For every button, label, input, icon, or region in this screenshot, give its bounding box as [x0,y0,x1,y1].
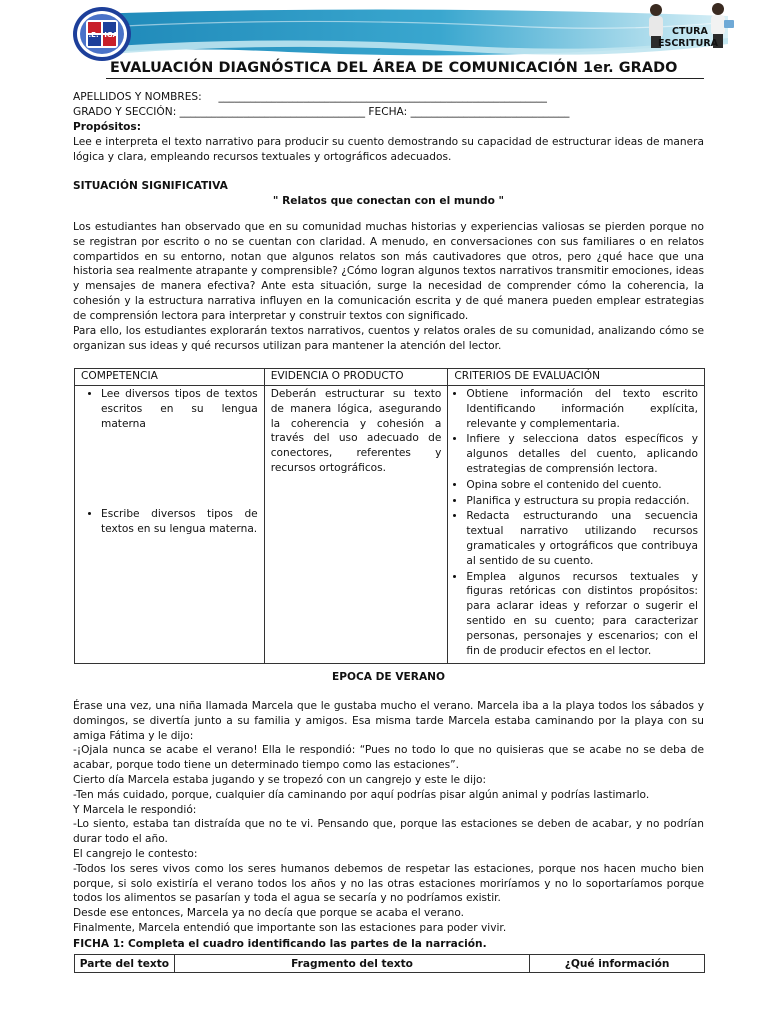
criterios-cell [448,386,705,664]
date-label: FECHA: [368,106,408,118]
evidencia-cell: Deberán estructurar su texto de manera lógica, asegurando la coherencia y cohesión a través del uso adecuado de conectores, referentes y recursos ortográficos. [264,386,448,664]
story-title: EPOCA DE VERANO [331,671,446,683]
story-paragraph: -Todos los seres vivos como los seres humanos debemos de respetar las estaciones, porque nos hacen mucho bien porque, si solo existiría el verano todos los años y no las otras estaciones moriríamos y no lo soportaríamos porque todos los alimentos se pasarían y toda el agua se secaría y no podríamos existir. [73,862,704,905]
story-body [73,699,704,936]
story-paragraph: -Lo siento, estaba tan distraída que no te vi. Pensando que, porque las estaciones se deben de acabar, y no podrían durar todo el año. [73,818,704,846]
story-paragraph: Cierto día Marcela estaba jugando y se tropezó con un cangrejo y este le dijo: [73,773,487,786]
criterio-item: • Redacta estructurando una secuencia textual narrativo utilizando recursos gramaticales y ortográficos que contribuya al sentido de su cuento. [466,509,698,568]
purpose-heading: Propósitos: [73,121,141,133]
ficha-header-info: ¿Qué información [530,955,705,973]
story-paragraph: -Ten más cuidado, porque, cualquier día caminando por aquí podrías pisar algún animal y podrías lastimarlo. [73,788,650,801]
criterio-item: • Opina sobre el contenido del cuento. [466,478,698,493]
title-underline [106,78,704,79]
ficha-header-part: Parte del texto [75,955,175,973]
header-banner [85,8,728,60]
date-field[interactable]: ______________________________ [410,106,570,118]
school-logo [72,6,132,62]
criterio-item: • Planifica y estructura su propia redacción. [466,494,698,509]
names-row [73,91,547,103]
criterio-item: • Emplea algunos recursos textuales y figuras retóricas con distintos propósitos: para aclarar ideas y reforzar o sugerir el sentido en su cuento; para caracterizar personas, personajes y escenarios; con el fin de producir efectos en el lector. [466,570,698,659]
situation-subtitle: " Relatos que conectan con el mundo " [272,195,505,207]
corner-label-line2: ESCRITURA [658,38,719,49]
logo-lettering: I.E. HGA [85,31,119,39]
ficha-title: FICHA 1: Completa el cuadro identificando las partes de la narración. [73,938,487,950]
names-field[interactable]: ______________________________________________________________ [218,91,547,103]
story-paragraph: Érase una vez, una niña llamada Marcela que le gustaba mucho el verano. Marcela iba a la playa todos los sábados y domingos, se divertía junto a su familia y amigos. Esa misma tarde Marcela estaba caminando por la playa con su amiga Fátima y le dijo: [73,700,704,742]
corner-label-line1: CTURA [672,26,708,37]
header-evidencia: EVIDENCIA O PRODUCTO [264,369,448,386]
ficha-header-fragment: Fragmento del texto [174,955,529,973]
criterio-item: • Obtiene información del texto escrito Identificando información explícita, relevante y complementaria. [466,387,698,431]
situation-paragraph-2: Para ello, los estudiantes explorarán textos narrativos, cuentos y relatos orales de su comunidad, analizando cómo se organizan sus ideas y qué recursos utilizan para mantener la atención del lector. [73,325,704,352]
story-paragraph: -¡Ojala nunca se acabe el verano! Ella le respondió: “Pues no todo lo que no quisieras que se acabe no se deba de acabar, porque todo tiene un determinado tiempo como las estaciones”. [73,744,704,772]
story-paragraph: Desde ese entonces, Marcela ya no decía que porque se acaba el verano. [73,907,465,920]
story-paragraph: Y Marcela le respondió: [73,803,197,816]
story-paragraph: Finalmente, Marcela entendió que importante son las estaciones para poder vivir. [73,921,507,934]
evaluation-table [74,368,705,664]
header-competencia: COMPETENCIA [75,369,265,386]
situation-heading: SITUACIÓN SIGNIFICATIVA [73,180,228,192]
competencia-item: • Lee diversos tipos de textos escritos en su lengua materna [101,387,258,431]
ficha-table [74,954,705,973]
situation-paragraph-1: Los estudiantes han observado que en su comunidad muchas historias y experiencias valiosas se pierden porque no se registran por escrito o no se cuentan con claridad. A menudo, en conversaciones con sus familiares o en relatos compartidos en su entorno, notan que algunos relatos son más cautivadores que otros, pero ¿qué hace que una historia sea realmente atrapante y comprensible? ¿Cómo logran algunos textos narrativos transmitir emociones, ideas y mensajes de manera efectiva? Ante esta situación, surge la necesidad de comprender cómo la coherencia, la cohesión y la estructura narrativa influyen en la comunicación escrita y de qué manera pueden emplear estrategias de comprensión lectora para interpretar y construir textos con significado. [73,221,704,322]
purpose-text: Lee e interpreta el texto narrativo para producir su cuento demostrando su capacidad de estructurar ideas de manera lógica y clara, empleando recursos textuales y ortográficos adecuados. [73,136,704,163]
competencia-cell [75,386,265,664]
header-criterios: CRITERIOS DE EVALUACIÓN [448,369,705,386]
criterio-item: • Infiere y selecciona datos específicos y algunos detalles del cuento, aplicando estrategias de comprensión lectora. [466,432,698,476]
grade-field[interactable]: ___________________________________ [179,106,366,118]
page-title: EVALUACIÓN DIAGNÓSTICA DEL ÁREA DE COMUNICACIÓN 1er. GRADO [110,60,678,76]
corner-label [658,26,718,50]
story-paragraph: El cangrejo le contesto: [73,847,198,860]
names-label: APELLIDOS Y NOMBRES: [73,91,202,103]
grade-date-row [73,106,569,118]
grade-label: GRADO Y SECCIÓN: [73,106,177,118]
competencia-item: • Escribe diversos tipos de textos en su lengua materna. [101,507,258,537]
